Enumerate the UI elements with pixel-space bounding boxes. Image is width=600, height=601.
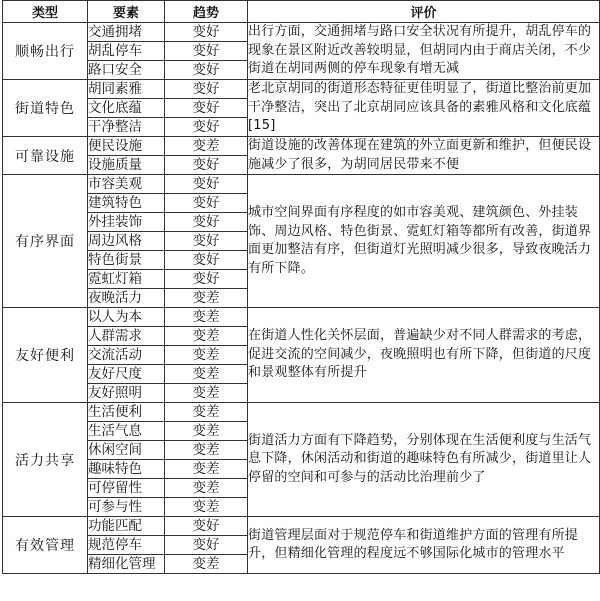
- evaluation-cell: 城市空间界面有序程度的如市容美观、建筑颜色、外挂装饰、周边风格、特色街景、霓虹灯箱等都所有改善，街道界面更加整洁有序，但街道灯光照明减少很多，导致夜晚活力有所下降。: [248, 175, 600, 308]
- trend-cell: 变好: [165, 270, 248, 289]
- trend-cell: 变好: [165, 251, 248, 270]
- trend-cell: 变好: [165, 175, 248, 194]
- evaluation-cell: 在街道人性化关怀层面，普遍缺少对不同人群需求的考虑，促进交流的空间减少，夜晚照明也有所下降，但街道的尺度和景观整体有所提升: [248, 308, 600, 403]
- evaluation-cell: 街道活力方面有下降趋势，分别体现在生活便利度与生活气息下降，休闲活动和街道的趣味特色有所减少，街道里让人停留的空间和可参与的活动比治理前少了: [248, 403, 600, 517]
- trend-cell: 变差: [165, 441, 248, 460]
- factor-cell: 周边风格: [88, 232, 165, 251]
- evaluation-cell: 老北京胡同的街道形态特征更佳明显了，街道比整治前更加干净整洁，突出了北京胡同应该具备的素雅风格和文化底蕴[15]: [248, 80, 600, 137]
- trend-cell: 变差: [165, 365, 248, 384]
- factor-cell: 设施质量: [88, 156, 165, 175]
- table-row: [3, 137, 600, 156]
- category-cell: 友好便利: [3, 308, 88, 403]
- trend-cell: 变好: [165, 194, 248, 213]
- factor-cell: 友好尺度: [88, 365, 165, 384]
- trend-cell: 变差: [165, 460, 248, 479]
- category-cell: 可靠设施: [3, 137, 88, 175]
- evaluation-cell: 街道管理层面对于规范停车和街道维护方面的管理有所提升，但精细化管理的程度远不够国际化城市的管理水平: [248, 517, 600, 574]
- factor-cell: 胡乱停车: [88, 42, 165, 61]
- category-cell: 有效管理: [3, 517, 88, 574]
- factor-cell: 便民设施: [88, 137, 165, 156]
- trend-cell: 变差: [165, 498, 248, 517]
- header-trend: 趋势: [165, 1, 248, 23]
- factor-cell: 霓虹灯箱: [88, 270, 165, 289]
- trend-cell: 变差: [165, 555, 248, 574]
- factor-cell: 路口安全: [88, 61, 165, 80]
- factor-cell: 文化底蕴: [88, 99, 165, 118]
- factor-cell: 规范停车: [88, 536, 165, 555]
- table-row: [3, 80, 600, 99]
- header-row: [3, 1, 600, 23]
- factor-cell: 功能匹配: [88, 517, 165, 536]
- factor-cell: 可参与性: [88, 498, 165, 517]
- evaluation-table: [2, 0, 600, 574]
- trend-cell: 变差: [165, 384, 248, 403]
- evaluation-cell: 街道设施的改善体现在建筑的外立面更新和维护，但便民设施减少了很多，为胡同居民带来不便: [248, 137, 600, 175]
- trend-cell: 变差: [165, 422, 248, 441]
- category-cell: 有序界面: [3, 175, 88, 308]
- trend-cell: 变好: [165, 517, 248, 536]
- trend-cell: 变好: [165, 23, 248, 42]
- trend-cell: 变差: [165, 327, 248, 346]
- factor-cell: 市容美观: [88, 175, 165, 194]
- table-row: [3, 23, 600, 42]
- trend-cell: 变差: [165, 346, 248, 365]
- category-cell: 街道特色: [3, 80, 88, 137]
- factor-cell: 特色街景: [88, 251, 165, 270]
- trend-cell: 变好: [165, 118, 248, 137]
- factor-cell: 夜晚活力: [88, 289, 165, 308]
- category-cell: 活力共享: [3, 403, 88, 517]
- factor-cell: 建筑特色: [88, 194, 165, 213]
- factor-cell: 以人为本: [88, 308, 165, 327]
- table-row: [3, 308, 600, 327]
- factor-cell: 生活气息: [88, 422, 165, 441]
- trend-cell: 变差: [165, 289, 248, 308]
- factor-cell: 生活便利: [88, 403, 165, 422]
- trend-cell: 变好: [165, 156, 248, 175]
- table-row: [3, 517, 600, 536]
- trend-cell: 变好: [165, 213, 248, 232]
- factor-cell: 精细化管理: [88, 555, 165, 574]
- factor-cell: 干净整洁: [88, 118, 165, 137]
- trend-cell: 变好: [165, 80, 248, 99]
- factor-cell: 友好照明: [88, 384, 165, 403]
- trend-cell: 变好: [165, 42, 248, 61]
- trend-cell: 变好: [165, 99, 248, 118]
- factor-cell: 休闲空间: [88, 441, 165, 460]
- header-factor: 要素: [88, 1, 165, 23]
- evaluation-cell: 出行方面，交通拥堵与路口安全状况有所提升，胡乱停车的现象在景区附近改善较明显，但胡同内由于商店关闭，不少街道在胡同两侧的停车现象有增无减: [248, 23, 600, 80]
- trend-cell: 变差: [165, 403, 248, 422]
- factor-cell: 外挂装饰: [88, 213, 165, 232]
- trend-cell: 变好: [165, 61, 248, 80]
- category-cell: 顺畅出行: [3, 23, 88, 80]
- trend-cell: 变好: [165, 232, 248, 251]
- trend-cell: 变好: [165, 536, 248, 555]
- header-evaluation: 评价: [248, 1, 600, 23]
- table-body: [3, 23, 600, 574]
- trend-cell: 变差: [165, 137, 248, 156]
- header-type: 类型: [3, 1, 88, 23]
- factor-cell: 交通拥堵: [88, 23, 165, 42]
- factor-cell: 可停留性: [88, 479, 165, 498]
- table-row: [3, 175, 600, 194]
- trend-cell: 变差: [165, 479, 248, 498]
- factor-cell: 人群需求: [88, 327, 165, 346]
- trend-cell: 变差: [165, 308, 248, 327]
- factor-cell: 交流活动: [88, 346, 165, 365]
- factor-cell: 趣味特色: [88, 460, 165, 479]
- factor-cell: 胡同素雅: [88, 80, 165, 99]
- table-row: [3, 403, 600, 422]
